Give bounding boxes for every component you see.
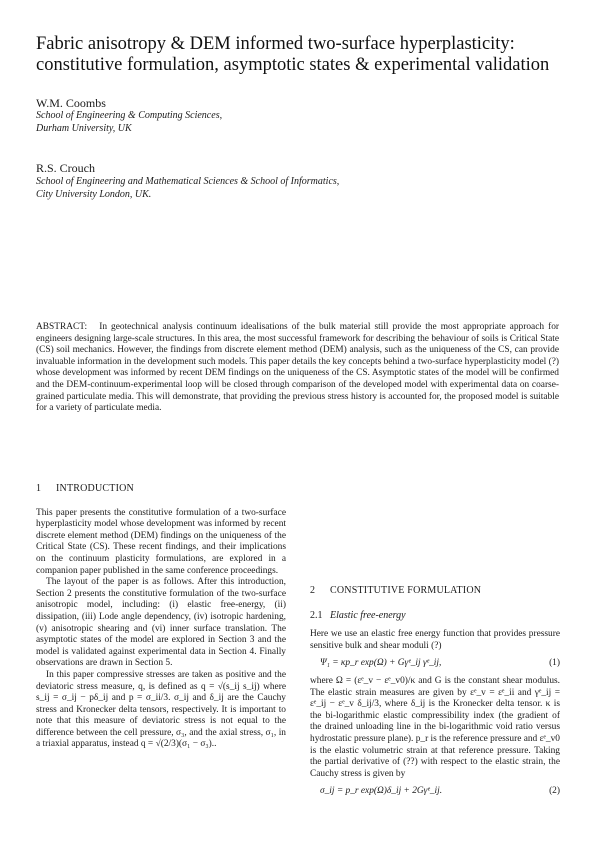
- author-affiliation-2: [36, 176, 339, 201]
- affiliation-1-line-2: Durham University, UK: [36, 122, 132, 134]
- affiliation-2-line-2: City University London, UK.: [36, 188, 152, 200]
- subsection-title: Elastic free-energy: [330, 609, 406, 621]
- subsection-heading-elastic: [310, 610, 560, 622]
- title-line-1: Fabric anisotropy & DEM informed two-surface hyperplasticity:: [36, 34, 515, 54]
- intro-paragraph-1: This paper presents the constitutive formulation of a two-surface hyperplasticity model whose development was informed by recent discrete element method (DEM) findings on the uniqueness of the Critical State (CS). These recent findings, and their implications on the continuum plasticity formulations, are explored in a companion paper published in the same conference proceedings.: [36, 507, 286, 576]
- author-name-2: R.S. Crouch: [36, 161, 96, 175]
- author-name-1: W.M. Coombs: [36, 96, 106, 110]
- abstract-label: ABSTRACT:: [36, 322, 88, 332]
- right-column: [310, 585, 560, 804]
- author-affiliation-1: [36, 110, 222, 135]
- equation-2-body: σ_ij = p_r exp(Ω)δ_ij + 2Gγᵉ_ij.: [320, 786, 443, 797]
- constitutive-paragraph-2: where Ω = (εᵉ_v − εᵉ_v0)/κ and G is the constant shear modulus. The elastic strain measures are given by εᵉ_v = εᵉ_ii and γᵉ_ij = εᵉ_ij − εᵉ_v δ_ij/3, where δ_ij is the Kronecker delta tensor. κ is the bi-logarithmic elastic compressibility index (the gradient of the drained unloading line in the bi-logarithmic void ratio versus hydrostatic pressure plane). p_r is the reference pressure and εᵉ_v0 is the elastic volumetric strain at that reference pressure. Taking the partial derivative of (??) with respect to the elastic strain, the Cauchy stress is given by: [310, 675, 560, 779]
- equation-1-number: (1): [549, 658, 560, 669]
- section-number: 1: [36, 483, 42, 494]
- section-title: INTRODUCTION: [56, 483, 134, 494]
- equation-2: [310, 786, 560, 798]
- section-number: 2: [310, 585, 316, 596]
- section-heading-constitutive: [310, 585, 560, 597]
- affiliation-2-line-1: School of Engineering and Mathematical Sciences & School of Informatics,: [36, 176, 340, 187]
- constitutive-paragraph-1: Here we use an elastic free energy function that provides pressure sensitive bulk and shear moduli (?): [310, 629, 560, 651]
- equation-1-body: Ψ₁ = κp_r exp(Ω) + Gγᵉ_ij γᵉ_ij,: [320, 658, 442, 669]
- affiliation-1-line-1: School of Engineering & Computing Sciences,: [36, 110, 223, 121]
- left-column: [36, 483, 286, 751]
- intro-paragraph-2: The layout of the paper is as follows. After this introduction, Section 2 presents the constitutive formulation of the two-surface anisotropic model, including: (i) elastic free-energy, (ii) dissipation, (iii) Lode angle dependency, (iv) isotropic hardening, (v) anisotropic shearing and (vi) inner surface translation. The asymptotic states of the model are explored in Section 3 and the model is validated against experimental data in Section 4. Finally observations are drawn in Section 5.: [36, 577, 286, 669]
- intro-paragraph-3: In this paper compressive stresses are taken as positive and the deviatoric stress measure, q, is defined as q = √(s_ij s_ij) where s_ij = σ_ij − pδ_ij and p = σ_ii/3. σ_ij and δ_ij are the Cauchy stress and Kronecker delta tensors, respectively. It is important to note that this measure of deviatoric stress is not equal to the difference between the cell pressure, σ₃, and the axial stress, σ₁, in a triaxial apparatus, instead q = √(2/3)(σ₁ − σ₃)..: [36, 669, 286, 750]
- equation-1: [310, 658, 560, 670]
- section-title: CONSTITUTIVE FORMULATION: [330, 585, 482, 596]
- title-line-2: constitutive formulation, asymptotic states & experimental validation: [36, 55, 550, 75]
- section-heading-introduction: [36, 483, 286, 495]
- equation-2-number: (2): [549, 786, 560, 797]
- subsection-number: 2.1: [310, 609, 323, 621]
- paper-title: [36, 34, 566, 76]
- abstract: [36, 322, 559, 415]
- abstract-text: In geotechnical analysis continuum idealisations of the bulk material still provide the most appropriate approach for engineers designing large-scale structures. In this area, the most successful framework for describing the behaviour of soils is Critical State (CS) soil mechanics. However, the findings from discrete element method (DEM) analysis, such as the uniqueness of the CS, can provide invaluable information in the development such models. This paper details the key concepts behind a two-surface hyperplasticity model (?) whose development was informed by recent DEM findings on the uniqueness of the CS. Asymptotic states of the model will be confirmed and the DEM-continuum-experimental loop will be closed through comparison of the developed model with experimental data on coarse-grained particulate media. This will demonstrate, that providing the previous stress history is accounted for, the proposed model is suitable for a variety of particulate media.: [36, 322, 559, 414]
